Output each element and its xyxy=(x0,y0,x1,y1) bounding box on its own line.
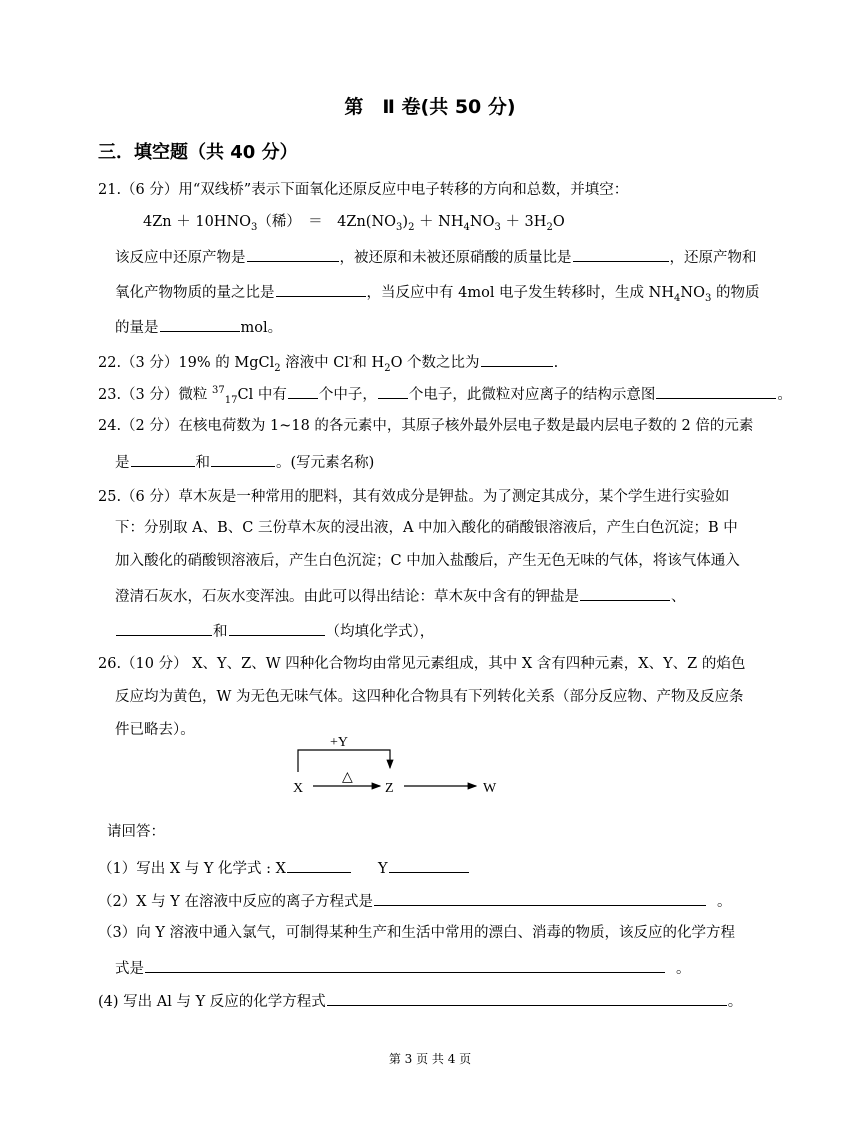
diagram-label-delta: △ xyxy=(342,770,353,785)
answer-blank[interactable] xyxy=(247,246,339,262)
q26-part3-line1: （3）向 Y 溶液中通入氯气，可制得某种生产和生活中常用的漂白、消毒的物质，该反应的化学方程 xyxy=(98,925,736,941)
answer-blank[interactable] xyxy=(573,246,669,262)
answer-blank[interactable] xyxy=(374,890,706,906)
q26-part1: （1）写出 X 与 Y 化学式 : X Y xyxy=(98,857,470,879)
q25-line2: 下：分别取 A、B、C 三份草木灰的浸出液，A 中加入酸化的硝酸银溶液后，产生白色沉淀；B 中 xyxy=(115,520,738,536)
answer-blank[interactable] xyxy=(229,620,325,636)
q26-part2: （2）X 与 Y 在溶液中反应的离子方程式是 。 xyxy=(98,890,731,912)
answer-blank[interactable] xyxy=(389,857,469,873)
q22: 22.（3 分）19% 的 MgCl$_2$ 溶液中 Cl-和 $H_2O$ 个数之比为 . xyxy=(98,351,558,373)
q21-line3: 该反应中还原产物是 ，被还原和未被还原硝酸的质量比是 ，还原产物和 xyxy=(115,246,757,268)
diagram-arrow-x-to-z-top xyxy=(298,750,390,772)
q26-line2: 反应均为黄色，W 为无色无味气体。这四种化合物具有下列转化关系（部分反应物、产物及反应条 xyxy=(115,689,744,705)
q26-part4: (4) 写出 Al 与 Y 反应的化学方程式 。 xyxy=(98,990,742,1012)
answer-blank[interactable] xyxy=(287,857,351,873)
part-title: 第 Ⅱ 卷(共 50 分) xyxy=(344,96,516,118)
q21-line5: 的量是 mol。 xyxy=(115,316,282,338)
answer-blank[interactable] xyxy=(656,383,776,399)
q24-line1: 24.（2 分）在核电荷数为 1~18 的各元素中，其原子核外最外层电子数是最内层电子数的 2 倍的元素 xyxy=(98,418,754,434)
q21-line1: 21.（6 分）用“双线桥”表示下面氧化还原反应中电子转移的方向和总数，并填空： xyxy=(98,182,629,198)
q26-part3-line2: 式是 。 xyxy=(115,957,691,979)
answer-blank[interactable] xyxy=(580,585,670,601)
q24-line2: 是 和 。(写元素名称) xyxy=(115,451,374,473)
q25-line4: 澄清石灰水，石灰水变浑浊。由此可以得出结论：草木灰中含有的钾盐是 、 xyxy=(115,585,686,607)
q25-line3: 加入酸化的硝酸钡溶液后，产生白色沉淀；C 中加入盐酸后，产生无色无味的气体，将该气体通入 xyxy=(115,553,740,569)
q26-line3: 件已略去）。 xyxy=(115,722,195,738)
q21-equation: $4Zn + 10HNO_3$（稀） ＝ $4Zn(NO_3)_2 + NH_4NO_3 + 3H_2O$ xyxy=(143,214,565,233)
answer-blank[interactable] xyxy=(327,990,727,1006)
answer-blank[interactable] xyxy=(378,383,408,399)
q26-line1: 26.（10 分） X、Y、Z、W 四种化合物均由常见元素组成，其中 X 含有四种元素，X、Y、Z 的焰色 xyxy=(98,656,746,672)
diagram-label-plus-y: +Y xyxy=(330,735,349,750)
answer-blank[interactable] xyxy=(145,957,665,973)
conversion-diagram xyxy=(280,730,520,800)
answer-blank[interactable] xyxy=(116,620,212,636)
q23: 23.（3 分）微粒 $^{37}_{17}$Cl 中有 个中子， 个电子，此微粒对应离子的结构示意图 。 xyxy=(98,383,792,405)
section-heading: 三．填空题（共 40 分） xyxy=(98,142,298,163)
page-footer: 第 3 页 共 4 页 xyxy=(388,1052,472,1066)
q25-line5: 和 （均填化学式）， xyxy=(115,620,434,642)
diagram-node-w: W xyxy=(483,781,497,796)
q26-ask: 请回答： xyxy=(107,824,165,840)
answer-blank[interactable] xyxy=(276,281,366,297)
diagram-node-x: X xyxy=(293,781,304,796)
answer-blank[interactable] xyxy=(160,316,240,332)
q21-line4: 氧化产物物质的量之比是 ，当反应中有 4mol 电子发生转移时，生成 $NH_4NO_3$ 的物质 xyxy=(115,281,759,303)
answer-blank[interactable] xyxy=(211,451,275,467)
diagram-node-z: Z xyxy=(385,781,394,796)
q25-line1: 25.（6 分）草木灰是一种常用的肥料，其有效成分是钾盐。为了测定其成分，某个学生进行实验如 xyxy=(98,489,730,505)
answer-blank[interactable] xyxy=(481,351,553,367)
answer-blank[interactable] xyxy=(288,383,318,399)
answer-blank[interactable] xyxy=(131,451,195,467)
